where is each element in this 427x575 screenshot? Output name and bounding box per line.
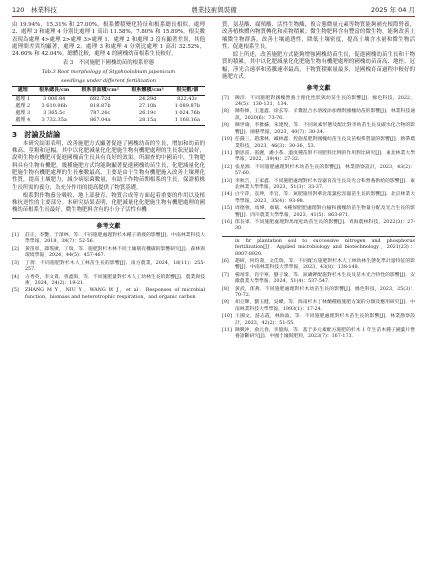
references-list-left (12, 233, 205, 301)
reference-text: 陳洋．不同施肥對國槐營養土理化性狀與幼苗生長的影響[J]．綠色科技，2022，24(5)：130-131，134. (235, 95, 415, 108)
reference-number: [7] (222, 272, 229, 278)
table-header-cell: 根系表面積/cm² (75, 87, 126, 95)
reference-text: 陳興沖，俞元春，李億海，等．基于多元素配方施肥的杉木 1 年生苗木種子園葉片營養診斷研究[J]．中國土壤與肥料，2023(7)：167-173. (235, 328, 415, 340)
reference-number: [14] (222, 192, 232, 198)
reference-number: [8] (222, 286, 229, 292)
reference-number (222, 239, 235, 258)
table-cell: 26.19c (139, 110, 157, 117)
reference-text: 白宇萍，袁坤，李宜，等．氮肥施用對華北落葉松容器苗生長的影響[J]．北京林業大學學報，2023，35(4)：93-98. (235, 192, 415, 204)
reference-text: 莊正，李艷，于澤林，等．不同施肥處理對杉木種子萌發的影響[J]．中南林業科技大學學報，2018，38(7)：52-56. (25, 233, 205, 245)
divider (12, 218, 205, 219)
table-caption-en-1: Tab.3 Root morphology of Styphnolobium japonicum (41, 69, 176, 76)
reference-text: 陳世瑜，李雅蘇，朱建悅，等．不同氮素形態及配比對李幼苗生長及碳水化合物的影響[J]．園藝學報，2023，40(7)：30-34. (235, 123, 415, 135)
section-heading-discussion: 3 討論及結論 (12, 129, 61, 139)
reference-item (222, 239, 415, 258)
reference-number: [10] (222, 314, 232, 320)
reference-text: 任錢三，趙潔林，臧林鑫．控施基肥對國槐幼苗生長及苗根系質量的影響[J]．熱帶農業科技，2023，46(3)：30-36，53. (235, 137, 415, 149)
reference-text: 陳科韓，王進鑫．徐玄等．羊糞混合水溶液添加劑對國槐幼苗的影響[J]．林業科技通訊，2020(6)：73-76. (235, 109, 415, 121)
table-cell: 1 024.76b (174, 110, 201, 117)
table-cell: 28.15a (126, 117, 170, 125)
reference-number: [9] (222, 123, 229, 129)
right-paragraph-2: 綜上所述，改善施肥方式能夠增強國槐幼苗生長，促進國槐幼苗生長和干物質的積累，其中以化肥減量化化肥施生物有機肥處理的國槐幼苗苗高、地徑、冠幅，凈光合速率和蒸騰速率最高，干物質積累量最多，是國槐育苗過程中較好的施肥方式。 (222, 52, 415, 81)
reference-item (12, 288, 205, 301)
reference-item (222, 151, 415, 164)
header-page-journal: 120 林業科技 (12, 6, 57, 14)
table-row (12, 110, 205, 117)
header-issue-date: 2025 年 04 月 (370, 6, 415, 14)
reference-text: in fir plantation soil to successive nitrogen and phosphorus fertilization[J]．Applied microbiology and biotechnology，2021(23)：8907-8920. (235, 238, 415, 257)
divider (222, 236, 415, 237)
reference-text: 王國文，游志霞，林海波，等．不同施肥處理對杉木苗生長的影響[J]．林業勘察設計，2023，42(2)：51-55. (235, 314, 415, 326)
left-column (12, 22, 205, 302)
reference-number: [3] (12, 260, 19, 266)
reference-number: [13] (222, 178, 232, 184)
reference-item (222, 192, 415, 205)
reference-number: [1] (12, 233, 19, 239)
reference-text: 周德強，馬燁，康斌．4種保肥肥處理對白榆和國槐幼苗生物量分配及光合生長的影響[J]．四川農業大學學報，2023，41(5)：863-871. (235, 206, 415, 218)
table-cell: 822.43c (177, 95, 198, 102)
table-header-cell: 處理 (12, 87, 34, 95)
table-cell: 867.04a (75, 117, 126, 125)
table-cell: 3 365.5c (43, 110, 66, 117)
reference-text: 劉思雷，張麗，潘小茶．溫度種苗對不同肥料比例的作用對比研究[J]．東北林業大學學報，2022，39(4)：27-32. (235, 150, 415, 163)
reference-number: [8] (222, 109, 229, 115)
reference-item (12, 275, 205, 288)
reference-number: [2] (12, 246, 19, 252)
reference-text: 郎長軍．不同施肥處理對馬尾松幼苗生長的影響[J]．青海農林科技，2022(3)：27-30. (235, 219, 415, 232)
reference-item (12, 247, 205, 260)
reference-number: [4] (12, 274, 19, 280)
table-header-cell: 根系體積/cm³ (126, 87, 170, 95)
reference-number: [7] (222, 95, 229, 101)
reference-number: [10] (222, 137, 232, 143)
reference-item (222, 328, 415, 341)
table-cell: 處理 2 (15, 102, 31, 109)
reference-text: 李秋吉，王家鑫．不同施肥處理對杉木容器育苗生長及光合和營養供給的影響[J]．東北林業大學學報，2023，51(3)：33-37. (235, 178, 415, 190)
reference-item (222, 300, 415, 313)
table-cell: 787.26c (90, 110, 111, 117)
reference-item (222, 96, 415, 109)
reference-text: 胡豆輝，劉玉健，吳嶸，等．海南杉木丁林蘭種植施肥方案的分類及應用研究[J]．中南林業科技大學學報，1993(1)：17-24. (235, 300, 415, 312)
reference-text: ZHANG M Y，NIU Y，WANG W J，et al．Responses of microbial function，biomass and heterotrophic respiration，and organic carbon (25, 288, 205, 300)
reference-item (222, 220, 415, 233)
reference-item (222, 179, 415, 192)
table-cell: 處理 1 (15, 95, 31, 102)
table-header-cell: 根系總長/cm (34, 87, 75, 95)
reference-number: [11] (222, 150, 232, 156)
reference-text: 丁倩．不同施肥對杉木人工林苗生長的影響[J]．南方農業，2024，18(11)：255-257. (25, 260, 205, 273)
right-paragraph-1: 質，氨基酸、腐殖酸、活性生物酶，復合態微量元素等物質能夠補充根際營養，改善植株體內物質轉化和產物積累；微生物肥料含有豐富的微生物，能夠改善土壤微生物群落，改善土壤通透性，降低土壤密度，提高土壤含水量和微生物活性，促進根系生長。 (222, 22, 415, 50)
table-row (12, 117, 205, 125)
table-header-cell: 根尖數/個 (170, 87, 205, 95)
table-cell: 3 610.96b (41, 102, 67, 109)
left-paragraph-1: 由 19.94%，15.31% 和 27.00%。根系體積變化特征和根系總長相似，處理 2、處理 3 和處理 4 分別比處理 1 高出 11.58%，7.80% 和 15.89%。根尖數表現為處理 4>處理 2>處理 3>處理 1，處理 2 和處理 3 沒有顯著差異，其他處理間差異均顯著，處理 2、處理 3 和處理 4 分別比處理 1 高出 32.52%，24.60% 和 42.04%。總體比較，處理 4 的國槐幼苗根系生長較好。 (12, 22, 205, 58)
header-journal-title: 農業技術與裝備 (191, 6, 237, 14)
reference-item (222, 206, 415, 219)
left-paragraph-2: 本研究結果表明，改善施肥方式顯著促進了國槐幼苗的生長，增加和幼苗的株高、莖粗和冠幅，其中以化肥減量化化肥施生物有機肥處理的生長狀況最好，說明生物有機肥可促進國槐苗生長具有良好的效果。所調查的中國苗中，生物肥料具有生物有機肥，幾種施肥方式均能夠顯著促進國槐幼苗生長，化肥減量化化肥施生物有機肥處理的生長參數最高，主要是由于生物有機肥施入改善土壤理化性質，提高土壤肥力，減少病原菌數量，有助于作物苗期根系的生長，保證植株生長所需的養分，為充分作用的提高提供了物質基礎。 (12, 140, 205, 191)
reference-item (222, 259, 415, 272)
header-rule (12, 16, 415, 17)
table-cell: 3 732.35a (34, 117, 75, 125)
table-row (12, 95, 205, 103)
reference-number: [9] (222, 300, 229, 306)
reference-text: 黃武，郎燕．不同施肥處理對杉木幼苗生長的影響[J]．綠色科技，2023，25(3)：70-72. (235, 286, 415, 299)
reference-item (222, 137, 415, 150)
reference-item (222, 273, 415, 286)
table-cell: 27.10b (138, 102, 157, 109)
reference-number: [12] (222, 164, 232, 170)
table-cell: 1 168.16a (170, 117, 205, 125)
root-morphology-table (12, 86, 205, 125)
reference-text: 楊靖菲，肖宇寧，劉子瑜，等．氮磷鉀配施對杉木生長及苗木光合特性的影響[J]．安徽農業大學學報，2024，51(4)：537-547. (235, 272, 415, 285)
reference-item (222, 314, 415, 327)
reference-text: 張星源．不同施肥處理對杉木幼苗生長的影響[J]．林業勘察設計，2023，43(2)：57-60. (235, 164, 415, 177)
reference-number: [6] (222, 259, 229, 265)
reference-text: 占秀英，李文貴，曾鑫海，等．不同施肥量對杉木人工幼林生長的影響[J]．農業與技術，2024，24(2)：19-21. (25, 274, 205, 286)
right-column (222, 22, 415, 342)
table-header-row (12, 87, 205, 95)
reference-item (12, 261, 205, 274)
reference-text: 趙研，何均壽，文佳瑞，等．不同配方施肥對杉木人工林幼林生態化學計量特征的影響[J]．中南林業科技大學學報，2023，43(8)：138-148. (235, 259, 415, 271)
reference-item (222, 109, 415, 122)
table-cell: 818.87b (89, 102, 111, 109)
table-cell: 24.29d (138, 95, 157, 102)
table-cell: 1 089.87b (174, 102, 201, 109)
reference-item (222, 165, 415, 178)
reference-item (222, 123, 415, 136)
reference-text: 黃笛軍，譚瑤廣，丁瑞，等．施肥對杉木林不同土壤層有機碳的影響研究[J]．森林與環境學報，2024，44(5)：457-467. (25, 246, 205, 259)
left-paragraph-3: 根系對作物養分吸收、地上部發育、物質合成等方面起着重要的作用以及植株抗逆性的主要部分。本研究結果表明，化肥減量化化肥施生物有機肥處理的國槐幼苗根系生長最好，微生物肥料含有的小分子活性有機 (12, 192, 205, 214)
reference-number: [15] (222, 206, 232, 212)
table-cell: 682.72d (89, 95, 111, 102)
references-heading: 參考文獻 (306, 85, 331, 93)
reference-item (222, 287, 415, 300)
table-caption-cn: 表 3 不同施肥下國槐幼苗的根系形態 (62, 60, 155, 67)
reference-number: [5] (12, 288, 19, 294)
table-cell: 3 006.84 (43, 95, 66, 102)
table-row (12, 103, 205, 110)
references-list-top (222, 96, 415, 233)
references-list-right (222, 239, 415, 341)
reference-item (12, 233, 205, 246)
table-caption-en-2: seedlings under different fertilization (61, 77, 156, 84)
table-cell: 處理 4 (12, 117, 34, 125)
reference-number: [11] (222, 328, 232, 334)
reference-number: [16] (222, 219, 232, 225)
references-heading: 參考文獻 (96, 222, 121, 230)
table-cell: 處理 3 (15, 110, 31, 117)
